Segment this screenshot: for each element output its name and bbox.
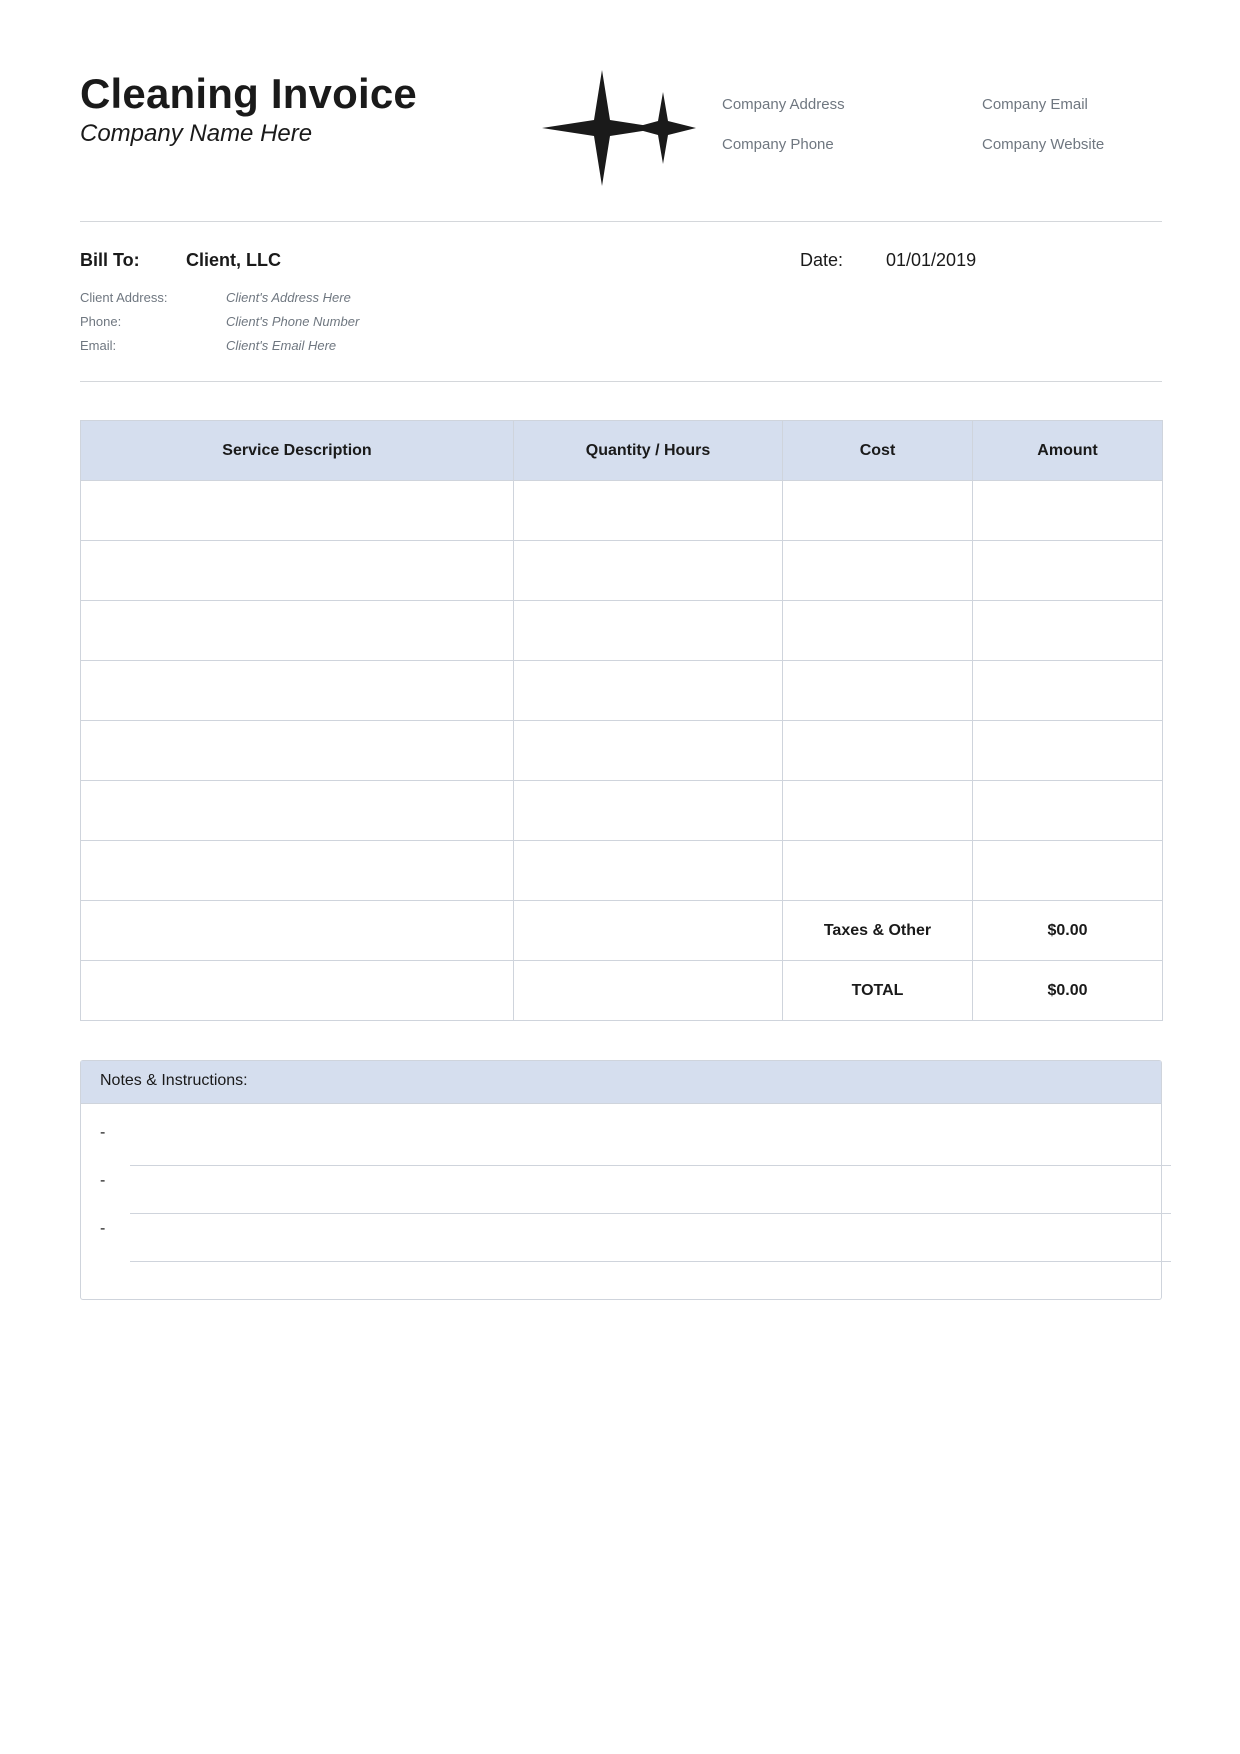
notes-box [80,1060,1162,1300]
company-email: Company Email [982,96,1088,113]
sparkle-stars-icon [540,68,698,188]
services-table [80,420,1163,1021]
invoice-title: Cleaning Invoice [80,70,417,117]
note-bullet: - [100,1124,106,1141]
client-email-label: Email: [80,338,117,353]
quantity-cell[interactable] [514,841,783,901]
client-address-value[interactable]: Client's Address Here [226,290,351,305]
amount-cell[interactable] [973,721,1163,781]
quantity-cell[interactable] [514,661,783,721]
amount-cell[interactable] [973,601,1163,661]
invoice-header [80,0,1162,222]
column-header-service-description: Service Description [81,421,514,481]
amount-cell[interactable] [973,841,1163,901]
empty-cell [514,901,783,961]
table-row [81,481,1163,541]
column-header-amount: Amount [973,421,1163,481]
service-description-cell[interactable] [81,841,514,901]
service-description-cell[interactable] [81,781,514,841]
note-line[interactable] [81,1214,1171,1262]
amount-cell[interactable] [973,661,1163,721]
company-website: Company Website [982,136,1105,153]
quantity-cell[interactable] [514,541,783,601]
note-underline [130,1261,1171,1262]
table-row [81,541,1163,601]
taxes-label: Taxes & Other [783,901,973,961]
date-label: Date: [800,250,844,270]
cost-cell[interactable] [783,661,973,721]
company-name: Company Name Here [80,120,313,147]
bill-divider [80,381,1162,382]
company-address: Company Address [722,96,845,113]
service-description-cell[interactable] [81,541,514,601]
total-row [81,961,1163,1021]
header-divider [80,221,1162,222]
table-row [81,721,1163,781]
client-email-value[interactable]: Client's Email Here [226,338,337,353]
quantity-cell[interactable] [514,721,783,781]
empty-cell [81,961,514,1021]
small-sparkle [632,92,696,164]
amount-cell[interactable] [973,781,1163,841]
table-row [81,601,1163,661]
cost-cell[interactable] [783,721,973,781]
quantity-cell[interactable] [514,481,783,541]
quantity-cell[interactable] [514,601,783,661]
cost-cell[interactable] [783,841,973,901]
table-header-row [81,421,1163,481]
note-line[interactable] [81,1166,1171,1214]
cost-cell[interactable] [783,601,973,661]
service-description-cell[interactable] [81,481,514,541]
column-header-cost: Cost [783,421,973,481]
cost-cell[interactable] [783,541,973,601]
client-phone-label: Phone: [80,314,122,329]
column-header-quantity-hours: Quantity / Hours [514,421,783,481]
note-bullet: - [100,1220,106,1237]
table-row [81,841,1163,901]
taxes-value[interactable]: $0.00 [973,901,1163,961]
table-row [81,661,1163,721]
total-value[interactable]: $0.00 [973,961,1163,1021]
note-line[interactable] [81,1118,1171,1166]
client-name[interactable]: Client, LLC [186,250,281,270]
date-value[interactable]: 01/01/2019 [886,250,977,270]
company-phone: Company Phone [722,136,834,153]
client-address-label: Client Address: [80,290,168,305]
client-phone-value[interactable]: Client's Phone Number [226,314,360,329]
service-description-cell[interactable] [81,721,514,781]
amount-cell[interactable] [973,481,1163,541]
total-label: TOTAL [783,961,973,1021]
cost-cell[interactable] [783,481,973,541]
notes-title: Notes & Instructions: [81,1061,1161,1104]
empty-cell [514,961,783,1021]
quantity-cell[interactable] [514,781,783,841]
service-description-cell[interactable] [81,601,514,661]
bill-to-label: Bill To: [80,250,140,270]
amount-cell[interactable] [973,541,1163,601]
cost-cell[interactable] [783,781,973,841]
note-bullet: - [100,1172,106,1189]
empty-cell [81,901,514,961]
table-row [81,781,1163,841]
taxes-row [81,901,1163,961]
service-description-cell[interactable] [81,661,514,721]
